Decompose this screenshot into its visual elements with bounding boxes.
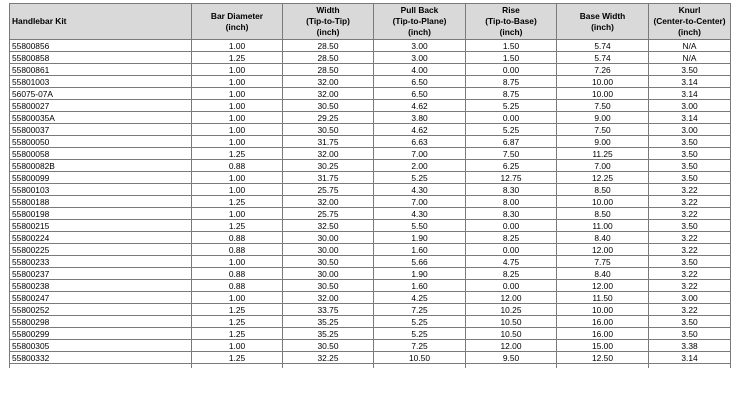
cell-pull-back: 5.50 xyxy=(374,220,466,232)
table-row xyxy=(10,172,731,184)
column-header-rise xyxy=(466,4,557,40)
table-row-clipped xyxy=(10,364,731,369)
cell-bar-diameter: 1.00 xyxy=(192,172,283,184)
table-row xyxy=(10,124,731,136)
cell-rise: 8.30 xyxy=(466,184,557,196)
cell-width: 28.50 xyxy=(283,52,374,64)
cell-bar-diameter: 0.88 xyxy=(192,280,283,292)
cell-pull-back: 7.00 xyxy=(374,148,466,160)
cell-knurl: 3.00 xyxy=(649,124,731,136)
cell-knurl: 3.22 xyxy=(649,208,731,220)
cell-base-width: 16.00 xyxy=(557,316,649,328)
cell-kit: 55800082B xyxy=(10,160,192,172)
cell-knurl: 3.14 xyxy=(649,112,731,124)
header-line: (inch) xyxy=(499,27,523,37)
cell-kit: 55800027 xyxy=(10,100,192,112)
cell-rise: 8.75 xyxy=(466,88,557,100)
cell-width: 32.25 xyxy=(283,352,374,364)
cell-pull-back: 7.25 xyxy=(374,340,466,352)
cell-pull-back: 4.62 xyxy=(374,124,466,136)
cell-base-width: 9.00 xyxy=(557,112,649,124)
header-line: (inch) xyxy=(408,27,431,37)
cell-knurl: 3.50 xyxy=(649,160,731,172)
cell-pull-back: 4.30 xyxy=(374,184,466,196)
cell-width: 30.25 xyxy=(283,160,374,172)
table-row xyxy=(10,100,731,112)
cell-knurl: 3.22 xyxy=(649,268,731,280)
cell-kit xyxy=(10,364,192,369)
cell-knurl: 3.22 xyxy=(649,244,731,256)
table-row xyxy=(10,76,731,88)
cell-rise: 5.25 xyxy=(466,124,557,136)
cell-base-width: 10.00 xyxy=(557,304,649,316)
cell-kit: 55800233 xyxy=(10,256,192,268)
cell-kit: 55800103 xyxy=(10,184,192,196)
cell-rise: 8.25 xyxy=(466,268,557,280)
cell-kit: 55800299 xyxy=(10,328,192,340)
cell-kit: 55800247 xyxy=(10,292,192,304)
cell-bar-diameter: 1.25 xyxy=(192,328,283,340)
header-line: (inch) xyxy=(316,27,340,37)
cell-bar-diameter: 1.00 xyxy=(192,88,283,100)
spec-sheet xyxy=(9,3,730,368)
cell-pull-back: 4.62 xyxy=(374,100,466,112)
cell-bar-diameter: 1.00 xyxy=(192,40,283,52)
table-row xyxy=(10,316,731,328)
cell-bar-diameter: 1.00 xyxy=(192,208,283,220)
cell-knurl: 3.22 xyxy=(649,196,731,208)
cell-pull-back: 5.25 xyxy=(374,172,466,184)
header-line: Pull Back xyxy=(400,5,439,15)
cell-bar-diameter: 1.00 xyxy=(192,100,283,112)
cell-knurl: 3.14 xyxy=(649,88,731,100)
cell-kit: 55800858 xyxy=(10,52,192,64)
cell-kit: 55800298 xyxy=(10,316,192,328)
cell-kit: 55800037 xyxy=(10,124,192,136)
cell-rise: 0.00 xyxy=(466,112,557,124)
cell-width: 31.75 xyxy=(283,136,374,148)
cell-kit: 55800099 xyxy=(10,172,192,184)
header-line: (inch) xyxy=(678,27,701,37)
cell-pull-back: 3.00 xyxy=(374,52,466,64)
cell-kit: 55800237 xyxy=(10,268,192,280)
cell-bar-diameter: 1.00 xyxy=(192,256,283,268)
table-row xyxy=(10,208,731,220)
cell-knurl: 3.22 xyxy=(649,280,731,292)
cell-kit: 55800305 xyxy=(10,340,192,352)
cell-rise: 0.00 xyxy=(466,280,557,292)
cell-kit: 55800224 xyxy=(10,232,192,244)
table-row xyxy=(10,148,731,160)
cell-kit: 55800856 xyxy=(10,40,192,52)
cell-rise: 0.00 xyxy=(466,64,557,76)
cell-base-width: 10.00 xyxy=(557,76,649,88)
cell-base-width: 10.00 xyxy=(557,196,649,208)
cell-base-width: 12.25 xyxy=(557,172,649,184)
cell-knurl: 3.50 xyxy=(649,316,731,328)
header-line: (inch) xyxy=(225,21,249,32)
table-row xyxy=(10,196,731,208)
cell-base-width: 5.74 xyxy=(557,52,649,64)
cell-knurl: N/A xyxy=(649,40,731,52)
cell-rise: 10.50 xyxy=(466,328,557,340)
cell-bar-diameter: 0.88 xyxy=(192,244,283,256)
cell-pull-back: 6.63 xyxy=(374,136,466,148)
cell-bar-diameter: 1.25 xyxy=(192,352,283,364)
table-row xyxy=(10,64,731,76)
cell-width: 25.75 xyxy=(283,184,374,196)
cell-width: 32.00 xyxy=(283,196,374,208)
cell-bar-diameter: 0.88 xyxy=(192,268,283,280)
cell-rise: 12.00 xyxy=(466,292,557,304)
cell-base-width xyxy=(557,364,649,369)
cell-pull-back: 7.00 xyxy=(374,196,466,208)
cell-width: 30.50 xyxy=(283,256,374,268)
cell-knurl: 3.50 xyxy=(649,172,731,184)
cell-knurl: 3.50 xyxy=(649,256,731,268)
table-row xyxy=(10,160,731,172)
table-body xyxy=(10,40,731,369)
cell-rise: 8.30 xyxy=(466,208,557,220)
cell-width: 28.50 xyxy=(283,64,374,76)
cell-kit: 55800058 xyxy=(10,148,192,160)
cell-width: 33.75 xyxy=(283,304,374,316)
cell-pull-back xyxy=(374,364,466,369)
cell-rise: 12.75 xyxy=(466,172,557,184)
cell-bar-diameter: 1.25 xyxy=(192,316,283,328)
cell-rise: 8.75 xyxy=(466,76,557,88)
table-row xyxy=(10,352,731,364)
cell-base-width: 7.50 xyxy=(557,124,649,136)
cell-kit: 55800050 xyxy=(10,136,192,148)
table-row xyxy=(10,340,731,352)
cell-kit: 55800332 xyxy=(10,352,192,364)
cell-width: 30.00 xyxy=(283,232,374,244)
table-row xyxy=(10,268,731,280)
column-header-width xyxy=(283,4,374,40)
cell-pull-back: 6.50 xyxy=(374,76,466,88)
cell-rise: 0.00 xyxy=(466,220,557,232)
cell-base-width: 8.50 xyxy=(557,208,649,220)
table-row xyxy=(10,280,731,292)
cell-kit: 55800252 xyxy=(10,304,192,316)
cell-kit: 55801003 xyxy=(10,76,192,88)
cell-rise xyxy=(466,364,557,369)
cell-kit: 55800035A xyxy=(10,112,192,124)
cell-knurl: 3.22 xyxy=(649,232,731,244)
cell-pull-back: 3.80 xyxy=(374,112,466,124)
table-row xyxy=(10,292,731,304)
cell-width: 35.25 xyxy=(283,316,374,328)
header-line: (Tip-to-Plane) xyxy=(392,16,447,26)
cell-bar-diameter: 1.00 xyxy=(192,76,283,88)
cell-bar-diameter: 1.25 xyxy=(192,220,283,232)
header-line: Knurl xyxy=(678,5,701,15)
cell-rise: 6.87 xyxy=(466,136,557,148)
cell-rise: 10.50 xyxy=(466,316,557,328)
column-header-pull-back xyxy=(374,4,466,40)
cell-base-width: 11.25 xyxy=(557,148,649,160)
cell-width: 30.50 xyxy=(283,340,374,352)
table-row xyxy=(10,136,731,148)
cell-kit: 55800225 xyxy=(10,244,192,256)
cell-pull-back: 4.30 xyxy=(374,208,466,220)
cell-bar-diameter: 1.00 xyxy=(192,124,283,136)
cell-kit: 55800198 xyxy=(10,208,192,220)
cell-knurl: 3.50 xyxy=(649,64,731,76)
cell-bar-diameter: 1.25 xyxy=(192,196,283,208)
table-row xyxy=(10,112,731,124)
cell-bar-diameter: 1.00 xyxy=(192,64,283,76)
cell-pull-back: 5.25 xyxy=(374,316,466,328)
cell-width: 30.00 xyxy=(283,244,374,256)
cell-rise: 0.00 xyxy=(466,244,557,256)
header-line: Rise xyxy=(502,5,520,15)
cell-base-width: 7.75 xyxy=(557,256,649,268)
table-row xyxy=(10,40,731,52)
cell-width: 35.25 xyxy=(283,328,374,340)
cell-width: 29.25 xyxy=(283,112,374,124)
cell-rise: 10.25 xyxy=(466,304,557,316)
cell-rise: 9.50 xyxy=(466,352,557,364)
cell-knurl: 3.50 xyxy=(649,136,731,148)
cell-pull-back: 3.00 xyxy=(374,40,466,52)
cell-bar-diameter: 1.25 xyxy=(192,304,283,316)
cell-base-width: 7.50 xyxy=(557,100,649,112)
table-row xyxy=(10,328,731,340)
cell-rise: 1.50 xyxy=(466,40,557,52)
cell-base-width: 7.00 xyxy=(557,160,649,172)
cell-pull-back: 1.90 xyxy=(374,268,466,280)
cell-knurl: 3.38 xyxy=(649,340,731,352)
cell-knurl xyxy=(649,364,731,369)
table-row xyxy=(10,256,731,268)
cell-base-width: 12.50 xyxy=(557,352,649,364)
table-row xyxy=(10,244,731,256)
cell-knurl: N/A xyxy=(649,52,731,64)
cell-rise: 4.75 xyxy=(466,256,557,268)
cell-base-width: 12.00 xyxy=(557,244,649,256)
cell-knurl: 3.14 xyxy=(649,352,731,364)
cell-width: 25.75 xyxy=(283,208,374,220)
cell-knurl: 3.14 xyxy=(649,76,731,88)
header-row xyxy=(10,4,731,40)
column-header-knurl xyxy=(649,4,731,40)
cell-base-width: 8.40 xyxy=(557,268,649,280)
cell-knurl: 3.50 xyxy=(649,328,731,340)
cell-base-width: 5.74 xyxy=(557,40,649,52)
cell-knurl: 3.22 xyxy=(649,184,731,196)
table-row xyxy=(10,184,731,196)
cell-kit: 55800188 xyxy=(10,196,192,208)
cell-pull-back: 5.25 xyxy=(374,328,466,340)
cell-width: 28.50 xyxy=(283,40,374,52)
header-line: Width xyxy=(316,5,340,15)
cell-base-width: 10.00 xyxy=(557,88,649,100)
cell-base-width: 11.00 xyxy=(557,220,649,232)
cell-base-width: 7.26 xyxy=(557,64,649,76)
cell-bar-diameter: 1.00 xyxy=(192,340,283,352)
cell-base-width: 8.50 xyxy=(557,184,649,196)
cell-rise: 6.25 xyxy=(466,160,557,172)
cell-kit: 56075-07A xyxy=(10,88,192,100)
cell-pull-back: 6.50 xyxy=(374,88,466,100)
table-row xyxy=(10,52,731,64)
cell-width: 32.00 xyxy=(283,292,374,304)
table-row xyxy=(10,220,731,232)
cell-pull-back: 1.60 xyxy=(374,244,466,256)
cell-width: 30.50 xyxy=(283,280,374,292)
cell-base-width: 9.00 xyxy=(557,136,649,148)
cell-kit: 55800238 xyxy=(10,280,192,292)
table-row xyxy=(10,232,731,244)
header-line: (inch) xyxy=(591,21,614,32)
cell-knurl: 3.00 xyxy=(649,292,731,304)
cell-rise: 8.25 xyxy=(466,232,557,244)
cell-base-width: 8.40 xyxy=(557,232,649,244)
cell-pull-back: 1.90 xyxy=(374,232,466,244)
cell-knurl: 3.22 xyxy=(649,304,731,316)
cell-rise: 1.50 xyxy=(466,52,557,64)
cell-base-width: 16.00 xyxy=(557,328,649,340)
cell-width: 30.50 xyxy=(283,124,374,136)
cell-width: 32.00 xyxy=(283,88,374,100)
cell-bar-diameter: 1.00 xyxy=(192,184,283,196)
cell-knurl: 3.50 xyxy=(649,220,731,232)
cell-bar-diameter: 0.88 xyxy=(192,232,283,244)
cell-base-width: 11.50 xyxy=(557,292,649,304)
table-row xyxy=(10,88,731,100)
handlebar-spec-table xyxy=(9,3,731,368)
cell-rise: 8.00 xyxy=(466,196,557,208)
cell-width: 32.00 xyxy=(283,148,374,160)
cell-bar-diameter: 1.25 xyxy=(192,148,283,160)
cell-base-width: 15.00 xyxy=(557,340,649,352)
cell-width xyxy=(283,364,374,369)
header-line: (Center-to-Center) xyxy=(653,16,726,26)
cell-bar-diameter xyxy=(192,364,283,369)
cell-kit: 55800861 xyxy=(10,64,192,76)
cell-pull-back: 4.25 xyxy=(374,292,466,304)
cell-width: 30.00 xyxy=(283,268,374,280)
cell-knurl: 3.00 xyxy=(649,100,731,112)
header-line: Base Width xyxy=(579,10,626,21)
cell-width: 31.75 xyxy=(283,172,374,184)
cell-bar-diameter: 0.88 xyxy=(192,160,283,172)
column-header-kit: Handlebar Kit xyxy=(10,4,192,40)
cell-bar-diameter: 1.00 xyxy=(192,292,283,304)
column-header-base-width xyxy=(557,4,649,40)
cell-pull-back: 4.00 xyxy=(374,64,466,76)
cell-rise: 7.50 xyxy=(466,148,557,160)
cell-base-width: 12.00 xyxy=(557,280,649,292)
column-header-bar-diameter xyxy=(192,4,283,40)
cell-rise: 5.25 xyxy=(466,100,557,112)
cell-knurl: 3.50 xyxy=(649,148,731,160)
header-line: (Tip-to-Base) xyxy=(485,16,537,26)
cell-pull-back: 1.60 xyxy=(374,280,466,292)
cell-width: 32.50 xyxy=(283,220,374,232)
header-line: Bar Diameter xyxy=(210,10,264,21)
cell-bar-diameter: 1.25 xyxy=(192,52,283,64)
header-line: (Tip-to-Tip) xyxy=(306,16,350,26)
table-row xyxy=(10,304,731,316)
cell-width: 30.50 xyxy=(283,100,374,112)
cell-kit: 55800215 xyxy=(10,220,192,232)
cell-bar-diameter: 1.00 xyxy=(192,112,283,124)
cell-width: 32.00 xyxy=(283,76,374,88)
cell-pull-back: 2.00 xyxy=(374,160,466,172)
cell-pull-back: 5.66 xyxy=(374,256,466,268)
cell-pull-back: 10.50 xyxy=(374,352,466,364)
cell-bar-diameter: 1.00 xyxy=(192,136,283,148)
cell-rise: 12.00 xyxy=(466,340,557,352)
cell-pull-back: 7.25 xyxy=(374,304,466,316)
